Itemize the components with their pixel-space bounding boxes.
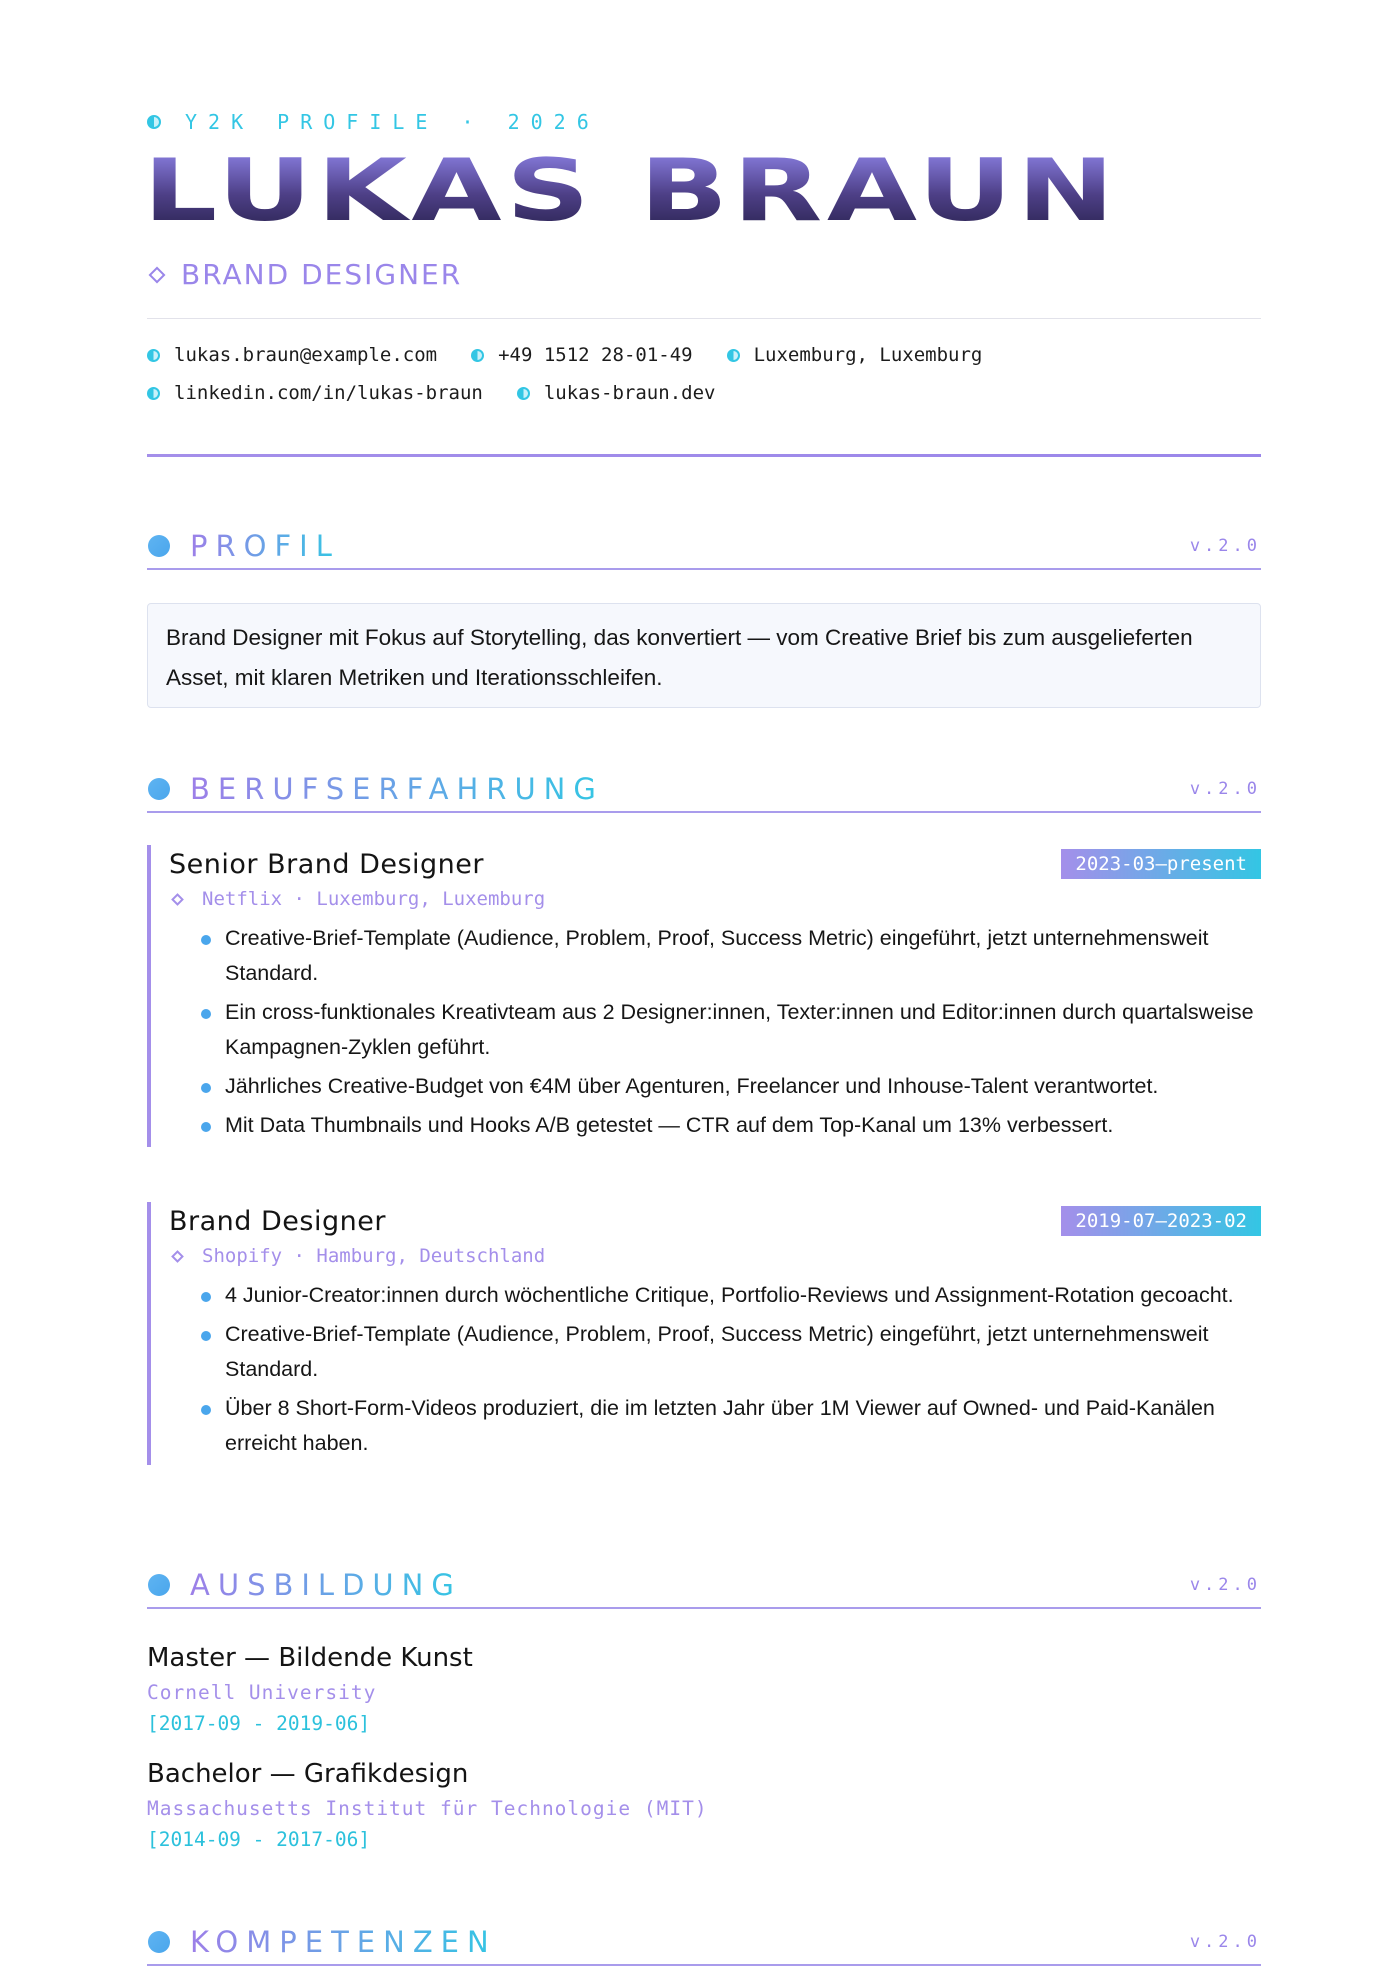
job-header <box>169 1202 1261 1240</box>
half-circle-icon <box>471 349 484 362</box>
contact-website[interactable] <box>517 382 716 404</box>
half-circle-icon <box>517 387 530 400</box>
job-bullets <box>169 921 1261 1143</box>
job-date-badge: 2023-03—present <box>1061 849 1261 879</box>
education-school: Cornell University <box>147 1681 377 1704</box>
section-header-experience <box>147 767 1261 813</box>
bullet-item: Mit Data Thumbnails und Hooks A/B getestet — CTR auf dem Top-Kanal um 13% verbessert. <box>169 1108 1261 1143</box>
header-bottom-rule <box>147 454 1261 457</box>
contact-text: linkedin.com/in/lukas-braun <box>174 382 483 404</box>
half-circle-icon <box>147 115 161 129</box>
education-school: Massachusetts Institut für Technologie (MIT) <box>147 1797 708 1820</box>
candidate-name: LUKAS BRAUN <box>143 140 1119 241</box>
contact-text: lukas-braun.dev <box>543 382 716 404</box>
contact-text: Luxemburg, Luxemburg <box>753 344 983 366</box>
education-dates: [2014-09 - 2017-06] <box>147 1828 371 1851</box>
dot-icon <box>148 1574 170 1596</box>
bullet-item: Creative-Brief-Template (Audience, Problem, Proof, Success Metric) eingeführt, jetzt unternehmensweit Standard. <box>169 1317 1261 1387</box>
section-header-education <box>147 1563 1261 1609</box>
section-version: v.2.0 <box>1189 1575 1261 1595</box>
eyebrow <box>147 110 600 134</box>
diamond-icon <box>171 1250 184 1263</box>
bullet-item: Jährliches Creative-Budget von €4M über Agenturen, Freelancer und Inhouse-Talent verantwortet. <box>169 1069 1261 1104</box>
job-date-badge: 2019-07—2023-02 <box>1061 1206 1261 1236</box>
dot-icon <box>148 535 170 557</box>
half-circle-icon <box>147 349 160 362</box>
section-version: v.2.0 <box>1189 536 1261 556</box>
job-entry <box>147 1202 1261 1465</box>
half-circle-icon <box>147 387 160 400</box>
job-meta <box>169 883 1261 915</box>
contact-location <box>727 344 983 366</box>
job-company-location: Netflix · Luxemburg, Luxemburg <box>202 888 546 910</box>
candidate-role <box>151 258 462 291</box>
section-title: BERUFSERFAHRUNG <box>190 772 604 806</box>
education-dates: [2017-09 - 2019-06] <box>147 1712 371 1735</box>
bullet-item: Über 8 Short-Form-Videos produziert, die im letzten Jahr über 1M Viewer auf Owned- und Paid-Kanälen erreicht haben. <box>169 1391 1261 1461</box>
education-degree: Master — Bildende Kunst <box>147 1643 473 1673</box>
job-title: Senior Brand Designer <box>169 848 485 880</box>
bullet-item: Ein cross-funktionales Kreativteam aus 2 Designer:innen, Texter:innen und Editor:innen durch quartalsweise Kampagnen-Zyklen geführt. <box>169 995 1261 1065</box>
contact-text: lukas.braun@example.com <box>174 344 438 366</box>
dot-icon <box>148 778 170 800</box>
eyebrow-text: Y2K PROFILE · 2026 <box>185 110 600 134</box>
section-title: KOMPETENZEN <box>190 1925 497 1959</box>
contact-list <box>147 336 1261 412</box>
job-meta <box>169 1240 1261 1272</box>
header-divider <box>147 318 1261 319</box>
section-header-skills <box>147 1920 1261 1966</box>
bullet-item: Creative-Brief-Template (Audience, Problem, Proof, Success Metric) eingeführt, jetzt unternehmensweit Standard. <box>169 921 1261 991</box>
section-title: AUSBILDUNG <box>190 1568 462 1602</box>
job-title: Brand Designer <box>169 1205 386 1237</box>
section-title: PROFIL <box>190 529 340 563</box>
education-entry <box>147 1756 1261 1856</box>
diamond-icon <box>149 266 166 283</box>
contact-email[interactable] <box>147 344 437 366</box>
contact-linkedin[interactable] <box>147 382 483 404</box>
job-company-location: Shopify · Hamburg, Deutschland <box>202 1245 546 1267</box>
diamond-icon <box>171 893 184 906</box>
dot-icon <box>148 1931 170 1953</box>
job-header <box>169 845 1261 883</box>
section-header-profile <box>147 524 1261 570</box>
education-degree: Bachelor — Grafikdesign <box>147 1759 469 1789</box>
education-entry <box>147 1640 1261 1740</box>
section-version: v.2.0 <box>1189 1932 1261 1952</box>
bullet-item: 4 Junior-Creator:innen durch wöchentliche Critique, Portfolio-Reviews und Assignment-Rotation gecoacht. <box>169 1278 1261 1313</box>
contact-row <box>147 374 1261 412</box>
half-circle-icon <box>727 349 740 362</box>
role-text: BRAND DESIGNER <box>181 258 463 291</box>
profile-summary: Brand Designer mit Fokus auf Storytelling, das konvertiert — vom Creative Brief bis zum ausgelieferten Asset, mit klaren Metriken und Iterationsschleifen. <box>147 603 1261 708</box>
section-version: v.2.0 <box>1189 779 1261 799</box>
job-entry <box>147 845 1261 1147</box>
contact-phone[interactable] <box>471 344 692 366</box>
contact-row <box>147 336 1261 374</box>
job-bullets <box>169 1278 1261 1461</box>
contact-text: +49 1512 28-01-49 <box>498 344 693 366</box>
